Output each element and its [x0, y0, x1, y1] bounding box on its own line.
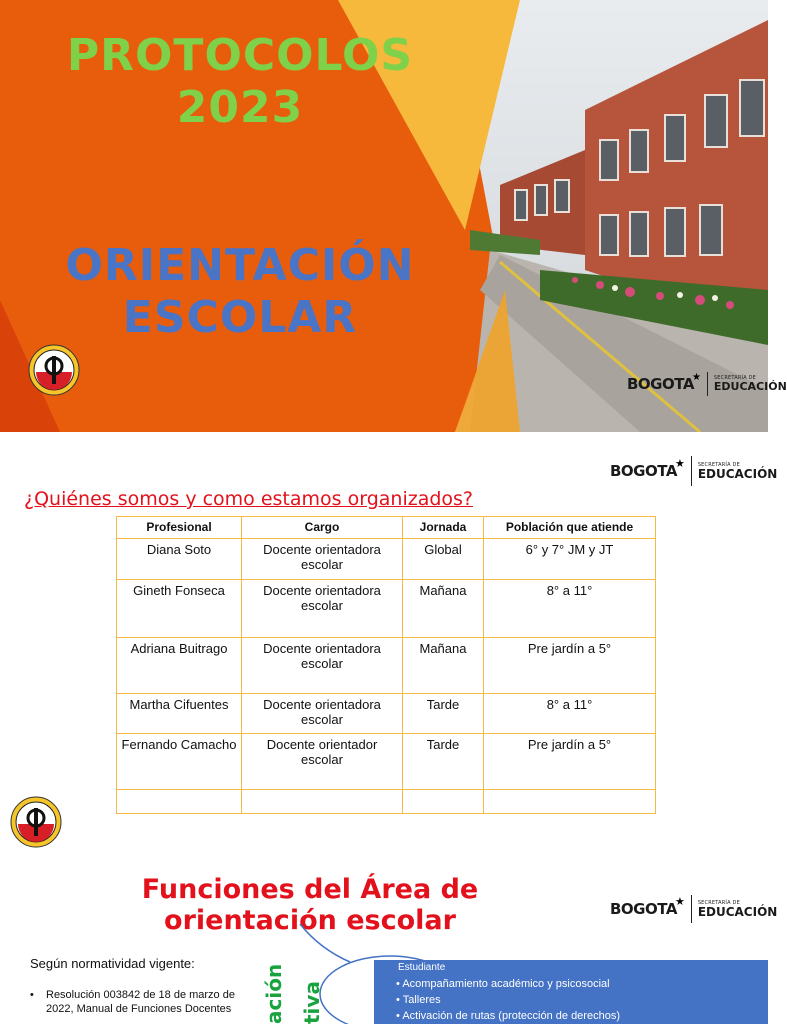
school-seal-logo — [28, 344, 80, 396]
slide-cover — [0, 0, 787, 432]
table-header: Jornada — [403, 517, 484, 539]
box-header: Estudiante — [398, 962, 446, 973]
table-cell: 8° a 11° — [484, 694, 656, 734]
table-cell: Docente orientador escolar — [242, 734, 403, 790]
bogota-wordmark: BOGOTA — [627, 375, 694, 393]
table-cell: Mañana — [403, 638, 484, 694]
list-item: • Acompañamiento académico y psicosocial — [396, 976, 620, 992]
student-functions-box — [374, 960, 768, 1024]
educacion-label: EDUCACIÓN — [713, 380, 787, 393]
table-cell: Diana Soto — [117, 539, 242, 580]
table-cell: Adriana Buitrago — [117, 638, 242, 694]
table-cell — [484, 790, 656, 814]
bullet-icon: • — [30, 989, 34, 1001]
table-cell — [117, 790, 242, 814]
cover-subtitle-line1: ORIENTACIÓN — [65, 240, 415, 291]
bullet-text: Resolución 003842 de 18 de marzo de 2022, Manual de Funciones Docentes — [46, 989, 235, 1015]
table-header: Profesional — [117, 517, 242, 539]
table-cell: Tarde — [403, 694, 484, 734]
table-cell: 8° a 11° — [484, 580, 656, 638]
list-item: • Talleres — [396, 992, 620, 1008]
table-cell: Fernando Camacho — [117, 734, 242, 790]
table-cell: Pre jardín a 5° — [484, 638, 656, 694]
table-cell: Docente orientadora escolar — [242, 539, 403, 580]
table-cell: Tarde — [403, 734, 484, 790]
cover-subtitle-line2: ESCOLAR — [122, 292, 358, 343]
secretaria-label: SECRETARÍA DE — [713, 375, 757, 381]
table-header: Población que atiende — [484, 517, 656, 539]
table-cell: 6° y 7° JM y JT — [484, 539, 656, 580]
table-row — [117, 734, 656, 790]
educacion-label: EDUCACIÓN — [697, 904, 778, 919]
vertical-label-1: ación — [262, 963, 286, 1024]
normatividad-label: Según normatividad vigente: — [30, 956, 195, 971]
list-item: • Activación de rutas (protección de derechos) — [396, 1008, 620, 1024]
table-cell: Docente orientadora escolar — [242, 694, 403, 734]
vertical-label-2: tiva — [300, 981, 324, 1024]
star-icon: ★ — [674, 894, 685, 908]
school-seal-logo — [10, 796, 62, 848]
slide-functions — [0, 864, 778, 1024]
table-cell: Global — [403, 539, 484, 580]
functions-title: Funciones del Área de orientación escolar — [141, 874, 479, 936]
cover-title-line1: PROTOCOLOS — [66, 30, 414, 81]
educacion-label: EDUCACIÓN — [697, 466, 778, 481]
cover-title — [40, 30, 440, 134]
team-title: ¿Quiénes somos y como estamos organizados? — [24, 488, 474, 510]
table-cell — [242, 790, 403, 814]
secretaria-label: SECRETARÍA DE — [697, 899, 740, 906]
table-cell — [403, 790, 484, 814]
table-cell: Docente orientadora escolar — [242, 638, 403, 694]
table-cell: Gineth Fonseca — [117, 580, 242, 638]
secretaria-label: SECRETARÍA DE — [697, 461, 740, 468]
bogota-wordmark: BOGOTA — [610, 462, 677, 480]
table-row — [117, 539, 656, 580]
slide-team — [0, 432, 778, 864]
bogota-wordmark: BOGOTA — [610, 900, 677, 918]
table-header-row — [117, 517, 656, 539]
table-row — [117, 790, 656, 814]
table-cell: Mañana — [403, 580, 484, 638]
box-list — [396, 976, 620, 1024]
star-icon: ★ — [674, 456, 685, 470]
staff-table — [116, 516, 656, 814]
normatividad-bullet — [30, 988, 240, 1016]
table-cell: Pre jardín a 5° — [484, 734, 656, 790]
cover-title-line2: 2023 — [176, 82, 304, 133]
star-icon: ★ — [691, 371, 701, 383]
table-cell: Martha Cifuentes — [117, 694, 242, 734]
bogota-logo — [627, 370, 787, 398]
table-row — [117, 580, 656, 638]
table-header: Cargo — [242, 517, 403, 539]
table-row — [117, 638, 656, 694]
table-cell: Docente orientadora escolar — [242, 580, 403, 638]
cover-subtitle — [40, 240, 440, 344]
bogota-logo — [610, 454, 777, 488]
table-row — [117, 694, 656, 734]
bogota-logo — [610, 894, 777, 924]
